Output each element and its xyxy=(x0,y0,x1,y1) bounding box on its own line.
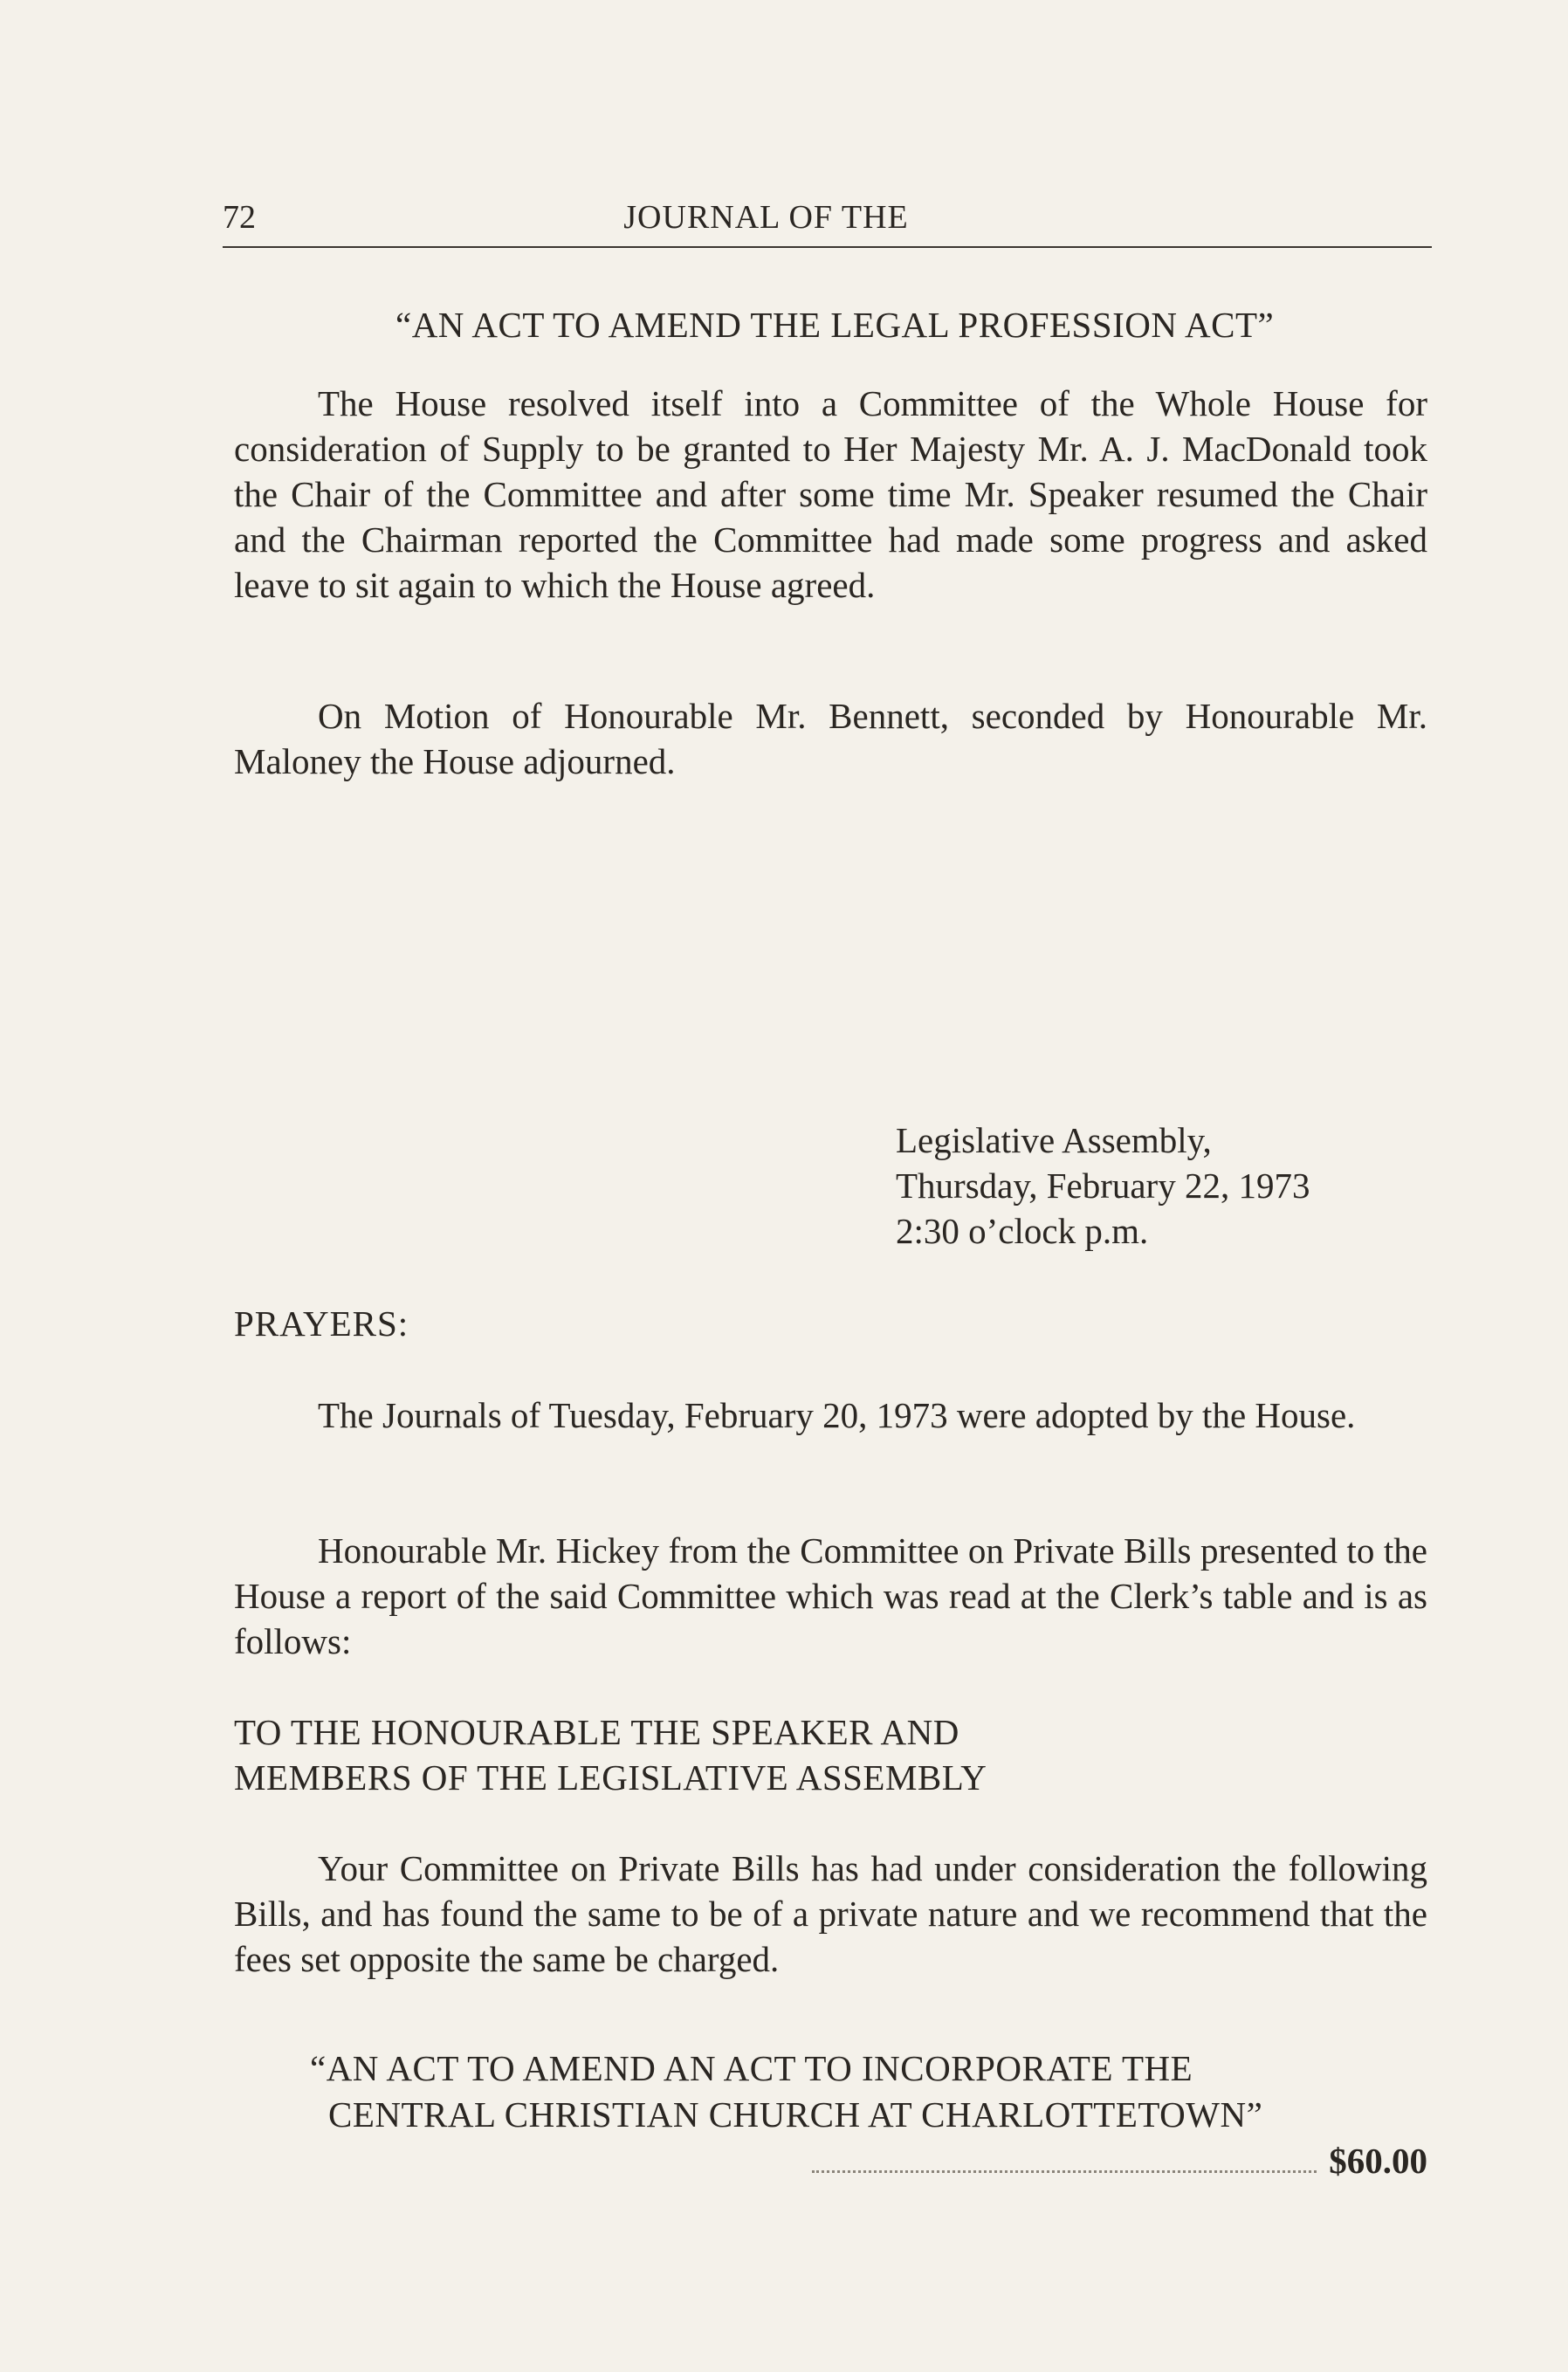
bill-title-line-1: “AN ACT TO AMEND AN ACT TO INCORPORATE THE xyxy=(310,2048,1193,2088)
committee-recommendation-paragraph: Your Committee on Private Bills has had under consideration the following Bills, and has found the same to be of a private nature and we recommend that the fees set opposite the same be charged. xyxy=(234,1848,1427,1979)
address-heading xyxy=(234,1709,987,1800)
page-header xyxy=(223,197,1432,248)
bill-title xyxy=(310,2045,1426,2138)
session-info xyxy=(896,1117,1310,1254)
bill-fee: $60.00 xyxy=(1329,2141,1427,2181)
session-time: 2:30 o’clock p.m. xyxy=(896,1211,1149,1251)
dot-leader xyxy=(812,2137,1317,2173)
bill-fee-row xyxy=(812,2137,1427,2183)
session-place: Legislative Assembly, xyxy=(896,1120,1212,1160)
address-line-1: TO THE HONOURABLE THE SPEAKER AND xyxy=(234,1712,959,1752)
bill-title-line-2: CENTRAL CHRISTIAN CHURCH AT CHARLOTTETOWN” xyxy=(328,2094,1263,2135)
prayers-heading: PRAYERS: xyxy=(234,1303,409,1344)
running-head: JOURNAL OF THE xyxy=(623,199,909,236)
session-date: Thursday, February 22, 1973 xyxy=(896,1165,1310,1206)
committee-of-whole-paragraph: The House resolved itself into a Committee of the Whole House for consideration of Supply to be granted to Her Majesty Mr. A. J. MacDonald took the Chair of the Committee and after some time Mr. Speaker resumed the Chair and the Chairman reported the Committee had made some progress and asked leave to sit again to which the House agreed. xyxy=(234,383,1427,605)
private-bills-report-paragraph: Honourable Mr. Hickey from the Committee on Private Bills presented to the House a report of the said Committee which was read at the Clerk’s table and is as follows: xyxy=(234,1530,1427,1661)
journals-adopted-paragraph: The Journals of Tuesday, February 20, 1973 were adopted by the House. xyxy=(318,1395,1356,1435)
page-number: 72 xyxy=(223,199,256,236)
address-line-2: MEMBERS OF THE LEGISLATIVE ASSEMBLY xyxy=(234,1757,987,1798)
legal-profession-act-heading: “AN ACT TO AMEND THE LEGAL PROFESSION ACT” xyxy=(395,305,1275,345)
adjournment-paragraph: On Motion of Honourable Mr. Bennett, seconded by Honourable Mr. Maloney the House adjourned. xyxy=(234,696,1427,781)
